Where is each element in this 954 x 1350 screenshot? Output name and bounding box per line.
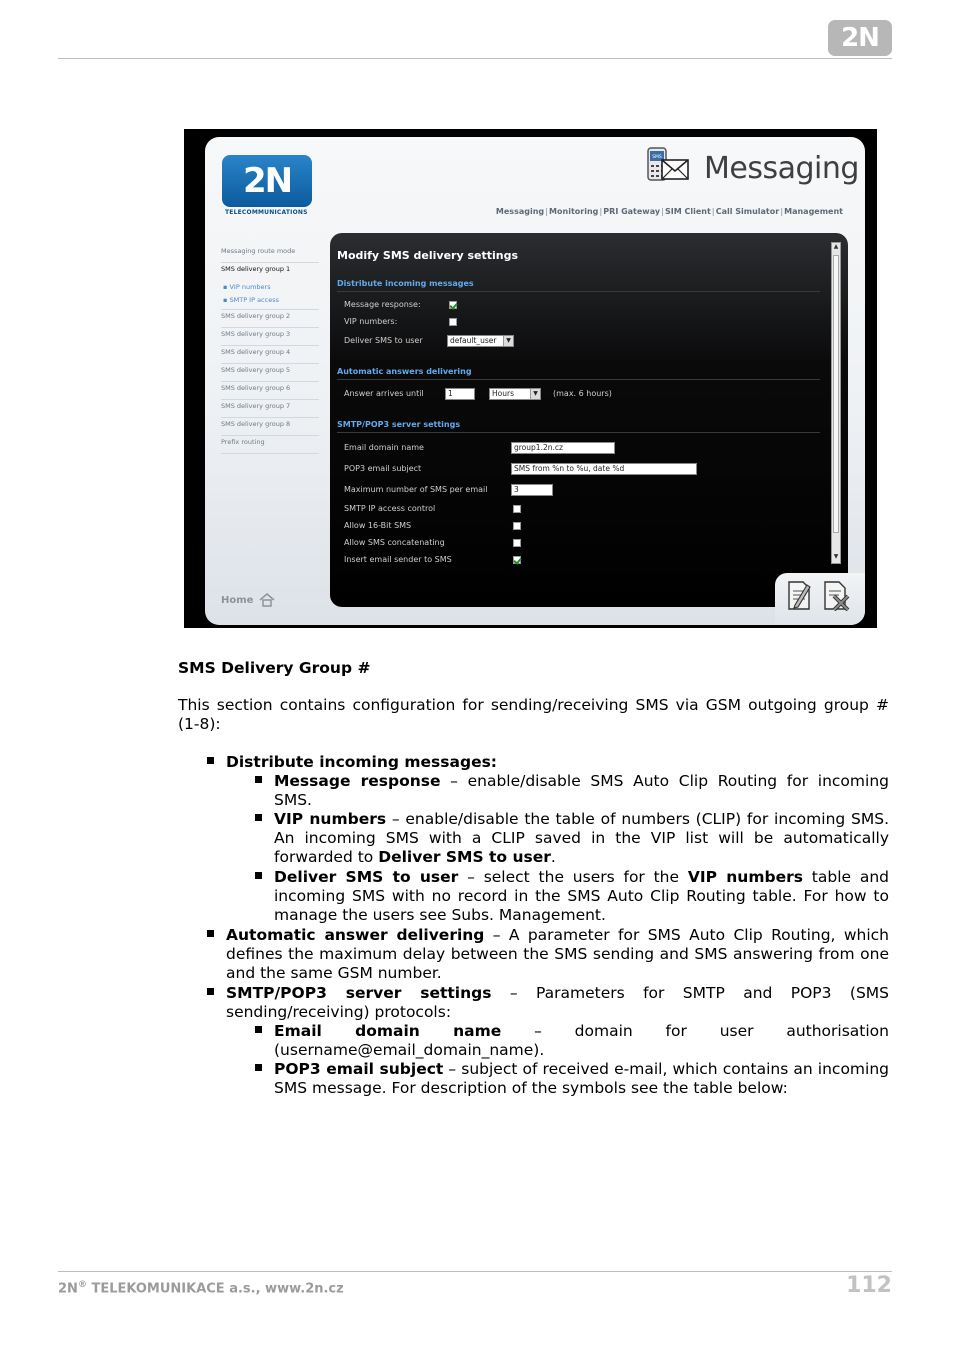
header-divider bbox=[58, 58, 892, 59]
label-insert-sender: Insert email sender to SMS bbox=[344, 555, 452, 564]
home-link[interactable] bbox=[221, 593, 275, 607]
bullet-smtp-pop3: SMTP/POP3 server settings – Parameters for SMTP and POP3 (SMS sending/receiving) protocols: bbox=[226, 984, 889, 1021]
sidebar-item-prefix-routing[interactable]: Prefix routing bbox=[221, 436, 319, 454]
label-deliver-to-user: Deliver SMS to user bbox=[344, 336, 423, 345]
chevron-down-icon: ▼ bbox=[530, 389, 540, 399]
app-logo-subtitle: TELECOMMUNICATIONS bbox=[225, 209, 308, 216]
app-logo[interactable]: 2N bbox=[222, 155, 312, 207]
allow-16bit-checkbox[interactable] bbox=[513, 522, 521, 530]
smtp-ip-access-checkbox[interactable] bbox=[513, 505, 521, 513]
nav-sim-client[interactable]: SIM Client bbox=[664, 207, 711, 216]
sidebar-item-group-8[interactable]: SMS delivery group 8 bbox=[221, 418, 319, 436]
label-email-domain: Email domain name bbox=[344, 443, 424, 452]
insert-sender-checkbox[interactable] bbox=[513, 556, 521, 564]
sidebar-item-group-3[interactable]: SMS delivery group 3 bbox=[221, 328, 319, 346]
answer-unit-select[interactable]: Hours ▼ bbox=[489, 388, 541, 400]
bullet bbox=[255, 1026, 262, 1033]
sidebar-item-group-5[interactable]: SMS delivery group 5 bbox=[221, 364, 319, 382]
bullet-pop3-subject: POP3 email subject – subject of received e-mail, which contains an incoming SMS message. For description of the symbols see the table below: bbox=[274, 1060, 889, 1097]
label-vip-numbers: VIP numbers: bbox=[344, 317, 398, 326]
footer-divider bbox=[58, 1271, 892, 1272]
footer-company: 2N® TELEKOMUNIKACE a.s., www.2n.cz bbox=[58, 1280, 344, 1297]
sidebar-subitem-vip-numbers[interactable]: ▪ VIP numbers bbox=[223, 283, 271, 291]
messaging-icon-text: SMS bbox=[652, 155, 662, 160]
nav-pri-gateway[interactable]: PRI Gateway bbox=[603, 207, 661, 216]
nav-messaging[interactable]: Messaging bbox=[495, 207, 545, 216]
cancel-icon[interactable] bbox=[821, 579, 851, 611]
sidebar-item-group-1[interactable]: SMS delivery group 1 bbox=[221, 265, 291, 273]
bullet bbox=[207, 930, 214, 937]
divider bbox=[337, 432, 820, 433]
bullet-message-response: Message response – enable/disable SMS Auto Clip Routing for incoming SMS. bbox=[274, 772, 889, 809]
bullet-email-domain: Email domain name – domain for user authorisation (username@email_domain_name). bbox=[274, 1022, 889, 1059]
pop3-subject-input[interactable]: SMS from %n to %u, date %d bbox=[511, 463, 697, 475]
sidebar-item-group-4[interactable]: SMS delivery group 4 bbox=[221, 346, 319, 364]
app-panel bbox=[205, 137, 865, 625]
section-heading: SMS Delivery Group # bbox=[178, 659, 371, 677]
scroll-up-icon[interactable]: ▲ bbox=[833, 243, 839, 250]
answer-time-input[interactable]: 1 bbox=[445, 388, 475, 400]
module-title: Messaging bbox=[704, 151, 859, 186]
sidebar bbox=[221, 245, 319, 454]
bullet bbox=[255, 1064, 262, 1071]
settings-content bbox=[330, 233, 848, 607]
action-buttons bbox=[775, 573, 865, 625]
message-response-checkbox[interactable] bbox=[449, 301, 457, 309]
bullet bbox=[207, 988, 214, 995]
save-icon[interactable] bbox=[785, 579, 813, 611]
messaging-icon bbox=[646, 147, 690, 183]
vip-numbers-checkbox[interactable] bbox=[449, 318, 457, 326]
sidebar-subitem-smtp-ip-access[interactable]: ▪ SMTP IP access bbox=[221, 294, 319, 310]
label-pop3-subject: POP3 email subject bbox=[344, 464, 422, 473]
label-smtp-ip-access: SMTP IP access control bbox=[344, 504, 436, 513]
header-logo: 2N bbox=[828, 20, 892, 56]
label-max-sms: Maximum number of SMS per email bbox=[344, 485, 488, 494]
chevron-down-icon: ▼ bbox=[503, 336, 513, 346]
deliver-user-select[interactable]: default_user ▼ bbox=[447, 335, 514, 347]
max-sms-input[interactable]: 3 bbox=[511, 484, 553, 496]
nav-monitoring[interactable]: Monitoring bbox=[549, 207, 599, 216]
bullet-deliver-to-user: Deliver SMS to user – select the users for the VIP numbers table and incoming SMS with no record in the SMS Auto Clip Routing table. For how to manage the users see Subs. Management. bbox=[274, 868, 890, 924]
content-scrollbar[interactable] bbox=[831, 242, 841, 564]
intro-paragraph: This section contains configuration for sending/receiving SMS via GSM outgoing group # (1-8): bbox=[178, 696, 889, 733]
sidebar-item-group-6[interactable]: SMS delivery group 6 bbox=[221, 382, 319, 400]
section-distribute: Distribute incoming messages bbox=[337, 279, 474, 288]
home-icon bbox=[259, 593, 275, 607]
sidebar-item-group-2[interactable]: SMS delivery group 2 bbox=[221, 310, 319, 328]
divider bbox=[337, 291, 820, 292]
bullet-auto-answer: Automatic answer delivering – A parameter for SMS Auto Clip Routing, which defines the maximum delay between the SMS sending and SMS answering from one and the same GSM number. bbox=[226, 926, 889, 982]
page-number: 112 bbox=[846, 1273, 892, 1298]
divider bbox=[337, 379, 820, 380]
bullet-vip-numbers: VIP numbers – enable/disable the table of numbers (CLIP) for incoming SMS. An incoming SMS with a CLIP saved in the VIP list will be automatically forwarded to Deliver SMS to user. bbox=[274, 810, 889, 866]
scroll-down-icon[interactable]: ▼ bbox=[833, 553, 839, 560]
label-allow-concat: Allow SMS concatenating bbox=[344, 538, 445, 547]
label-allow-16bit: Allow 16-Bit SMS bbox=[344, 521, 412, 530]
sidebar-item-group-7[interactable]: SMS delivery group 7 bbox=[221, 400, 319, 418]
allow-concat-checkbox[interactable] bbox=[513, 539, 521, 547]
bullet bbox=[255, 814, 262, 821]
bullet bbox=[207, 757, 214, 764]
nav-call-simulator[interactable]: Call Simulator bbox=[715, 207, 780, 216]
label-message-response: Message response: bbox=[344, 300, 421, 309]
section-smtp-pop3: SMTP/POP3 server settings bbox=[337, 420, 461, 429]
home-label: Home bbox=[221, 594, 254, 606]
scrollbar-thumb[interactable] bbox=[833, 255, 839, 533]
email-domain-input[interactable]: group1.2n.cz bbox=[511, 442, 615, 454]
content-title: Modify SMS delivery settings bbox=[337, 249, 519, 262]
nav-management[interactable]: Management bbox=[784, 207, 843, 216]
bullet bbox=[255, 872, 262, 879]
ui-screenshot bbox=[184, 129, 877, 628]
answer-max-note: (max. 6 hours) bbox=[553, 389, 612, 398]
bullet bbox=[255, 776, 262, 783]
bullet-distribute: Distribute incoming messages: bbox=[226, 753, 498, 771]
section-auto-answers: Automatic answers delivering bbox=[337, 367, 472, 376]
label-answer-until: Answer arrives until bbox=[344, 389, 424, 398]
top-navigation: Messaging|Monitoring|PRI Gateway|SIM Client|Call Simulator|Management bbox=[495, 207, 843, 216]
sidebar-item-route-mode[interactable]: Messaging route mode bbox=[221, 245, 319, 263]
